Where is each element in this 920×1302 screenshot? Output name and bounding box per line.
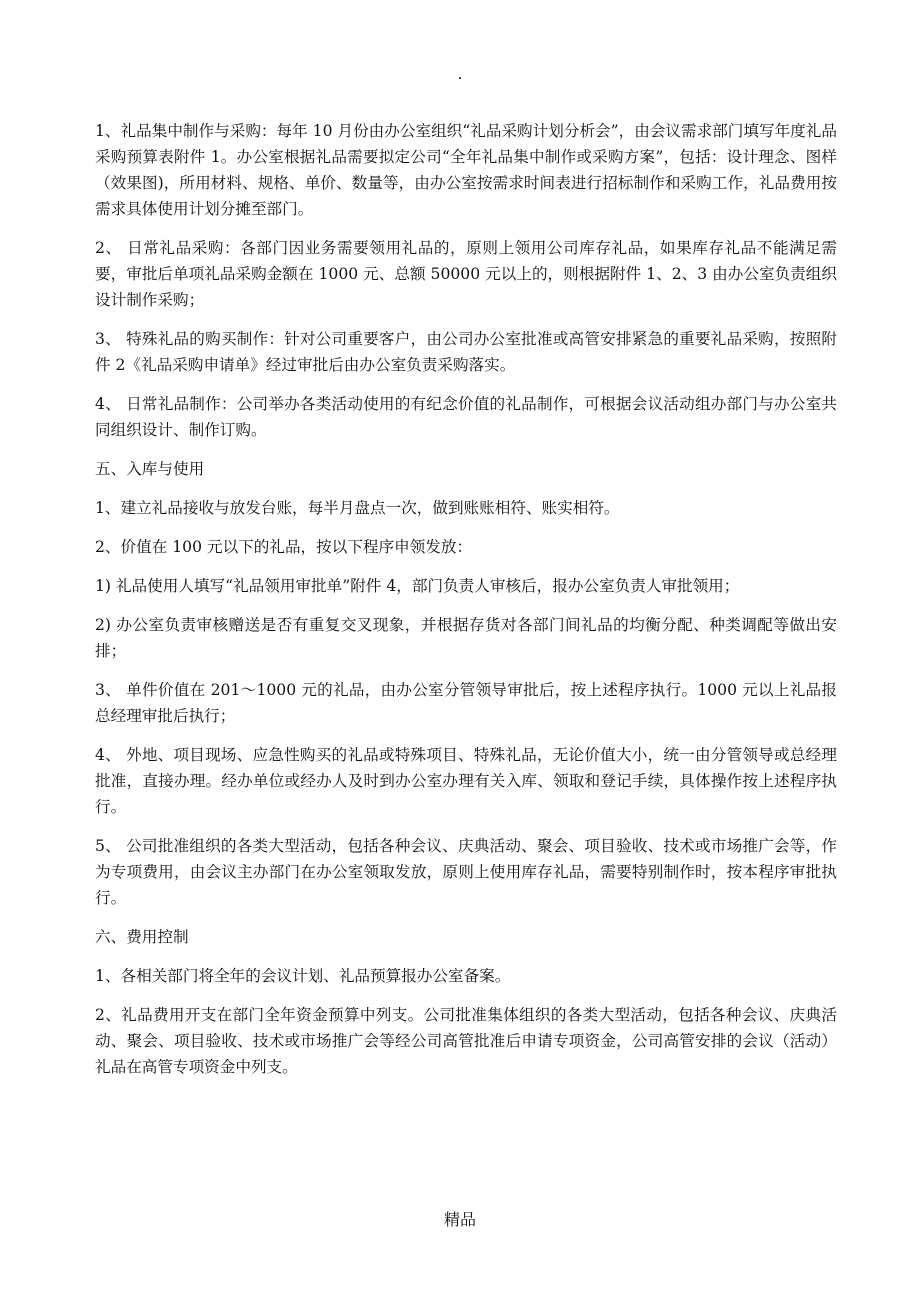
paragraph-special-gifts: 3、 特殊礼品的购买制作：针对公司重要客户，由公司办公室批准或高管安排紧急的重要礼品采购，按照附件 2《礼品采购申请单》经过审批后由办公室负责采购落实。: [95, 330, 837, 374]
footer-label: 精品: [443, 1210, 476, 1229]
paragraph-annual-plan: 1、各相关部门将全年的会议计划、礼品预算报办公室备案。: [95, 967, 511, 985]
paragraph-field-purchases: 4、 外地、项目现场、应急性购买的礼品或特殊项目、特殊礼品，无论价值大小，统一由分管领导或总经理批准，直接办理。经办单位或经办人及时到办公室办理有关入库、领取和登记手续，具体操作按上述程序执行。: [95, 746, 837, 816]
paragraph-201-1000: 3、 单件价值在 201～1000 元的礼品，由办公室分管领导审批后，按上述程序执行。1000 元以上礼品报总经理审批后执行；: [95, 681, 837, 725]
paragraph-budget: 2、礼品费用开支在部门全年资金预算中列支。公司批准集体组织的各类大型活动，包括各种会议、庆典活动、聚会、项目验收、技术或市场推广会等经公司高管批准后申请专项资金，公司高管安排的会议（活动）礼品在高管专项资金中列支。: [95, 1006, 837, 1076]
paragraph-under-100: 2、价值在 100 元以下的礼品，按以下程序申领发放：: [95, 538, 473, 556]
paragraph-ledger: 1、建立礼品接收与放发台账，每半月盘点一次，做到账账相符、账实相符。: [95, 499, 620, 517]
paragraph-daily-procurement: 2、 日常礼品采购：各部门因业务需要领用礼品的，原则上领用公司库存礼品，如果库存礼品不能满足需要，审批后单项礼品采购金额在 1000 元、总额 50000 元以上的，则根据附件 1、2、3 由办公室负责组织设计制作采购；: [95, 239, 837, 309]
paragraph-step-2: 2) 办公室负责审核赠送是否有重复交叉现象，并根据存货对各部门间礼品的均衡分配、种类调配等做出安排；: [95, 616, 837, 660]
document-body: [95, 118, 837, 1093]
paragraph-step-1: 1) 礼品使用人填写“礼品领用审批单”附件 4，部门负责人审核后，报办公室负责人审批领用；: [95, 577, 740, 595]
paragraph-procurement-centralized: 1、礼品集中制作与采购：每年 10 月份由办公室组织“礼品采购计划分析会”，由会议需求部门填写年度礼品采购预算表附件 1。办公室根据礼品需要拟定公司“全年礼品集中制作或采购方案”，包括：设计理念、图样（效果图)，所用材料、规格、单价、数量等，由办公室按需求时间表进行招标制作和采购工作，礼品费用按需求具体使用计划分摊至部门。: [95, 122, 837, 218]
section-heading-cost-control: 六、费用控制: [95, 928, 189, 946]
paragraph-large-events: 5、 公司批准组织的各类大型活动，包括各种会议、庆典活动、聚会、项目验收、技术或市场推广会等，作为专项费用，由会议主办部门在办公室领取发放，原则上使用库存礼品，需要特别制作时，按本程序审批执行。: [95, 837, 837, 907]
paragraph-daily-production: 4、 日常礼品制作：公司举办各类活动使用的有纪念价值的礼品制作，可根据会议活动组办部门与办公室共同组织设计、制作订购。: [95, 395, 837, 439]
section-heading-storage-use: 五、入库与使用: [95, 460, 205, 478]
header-mark: .: [457, 65, 463, 83]
